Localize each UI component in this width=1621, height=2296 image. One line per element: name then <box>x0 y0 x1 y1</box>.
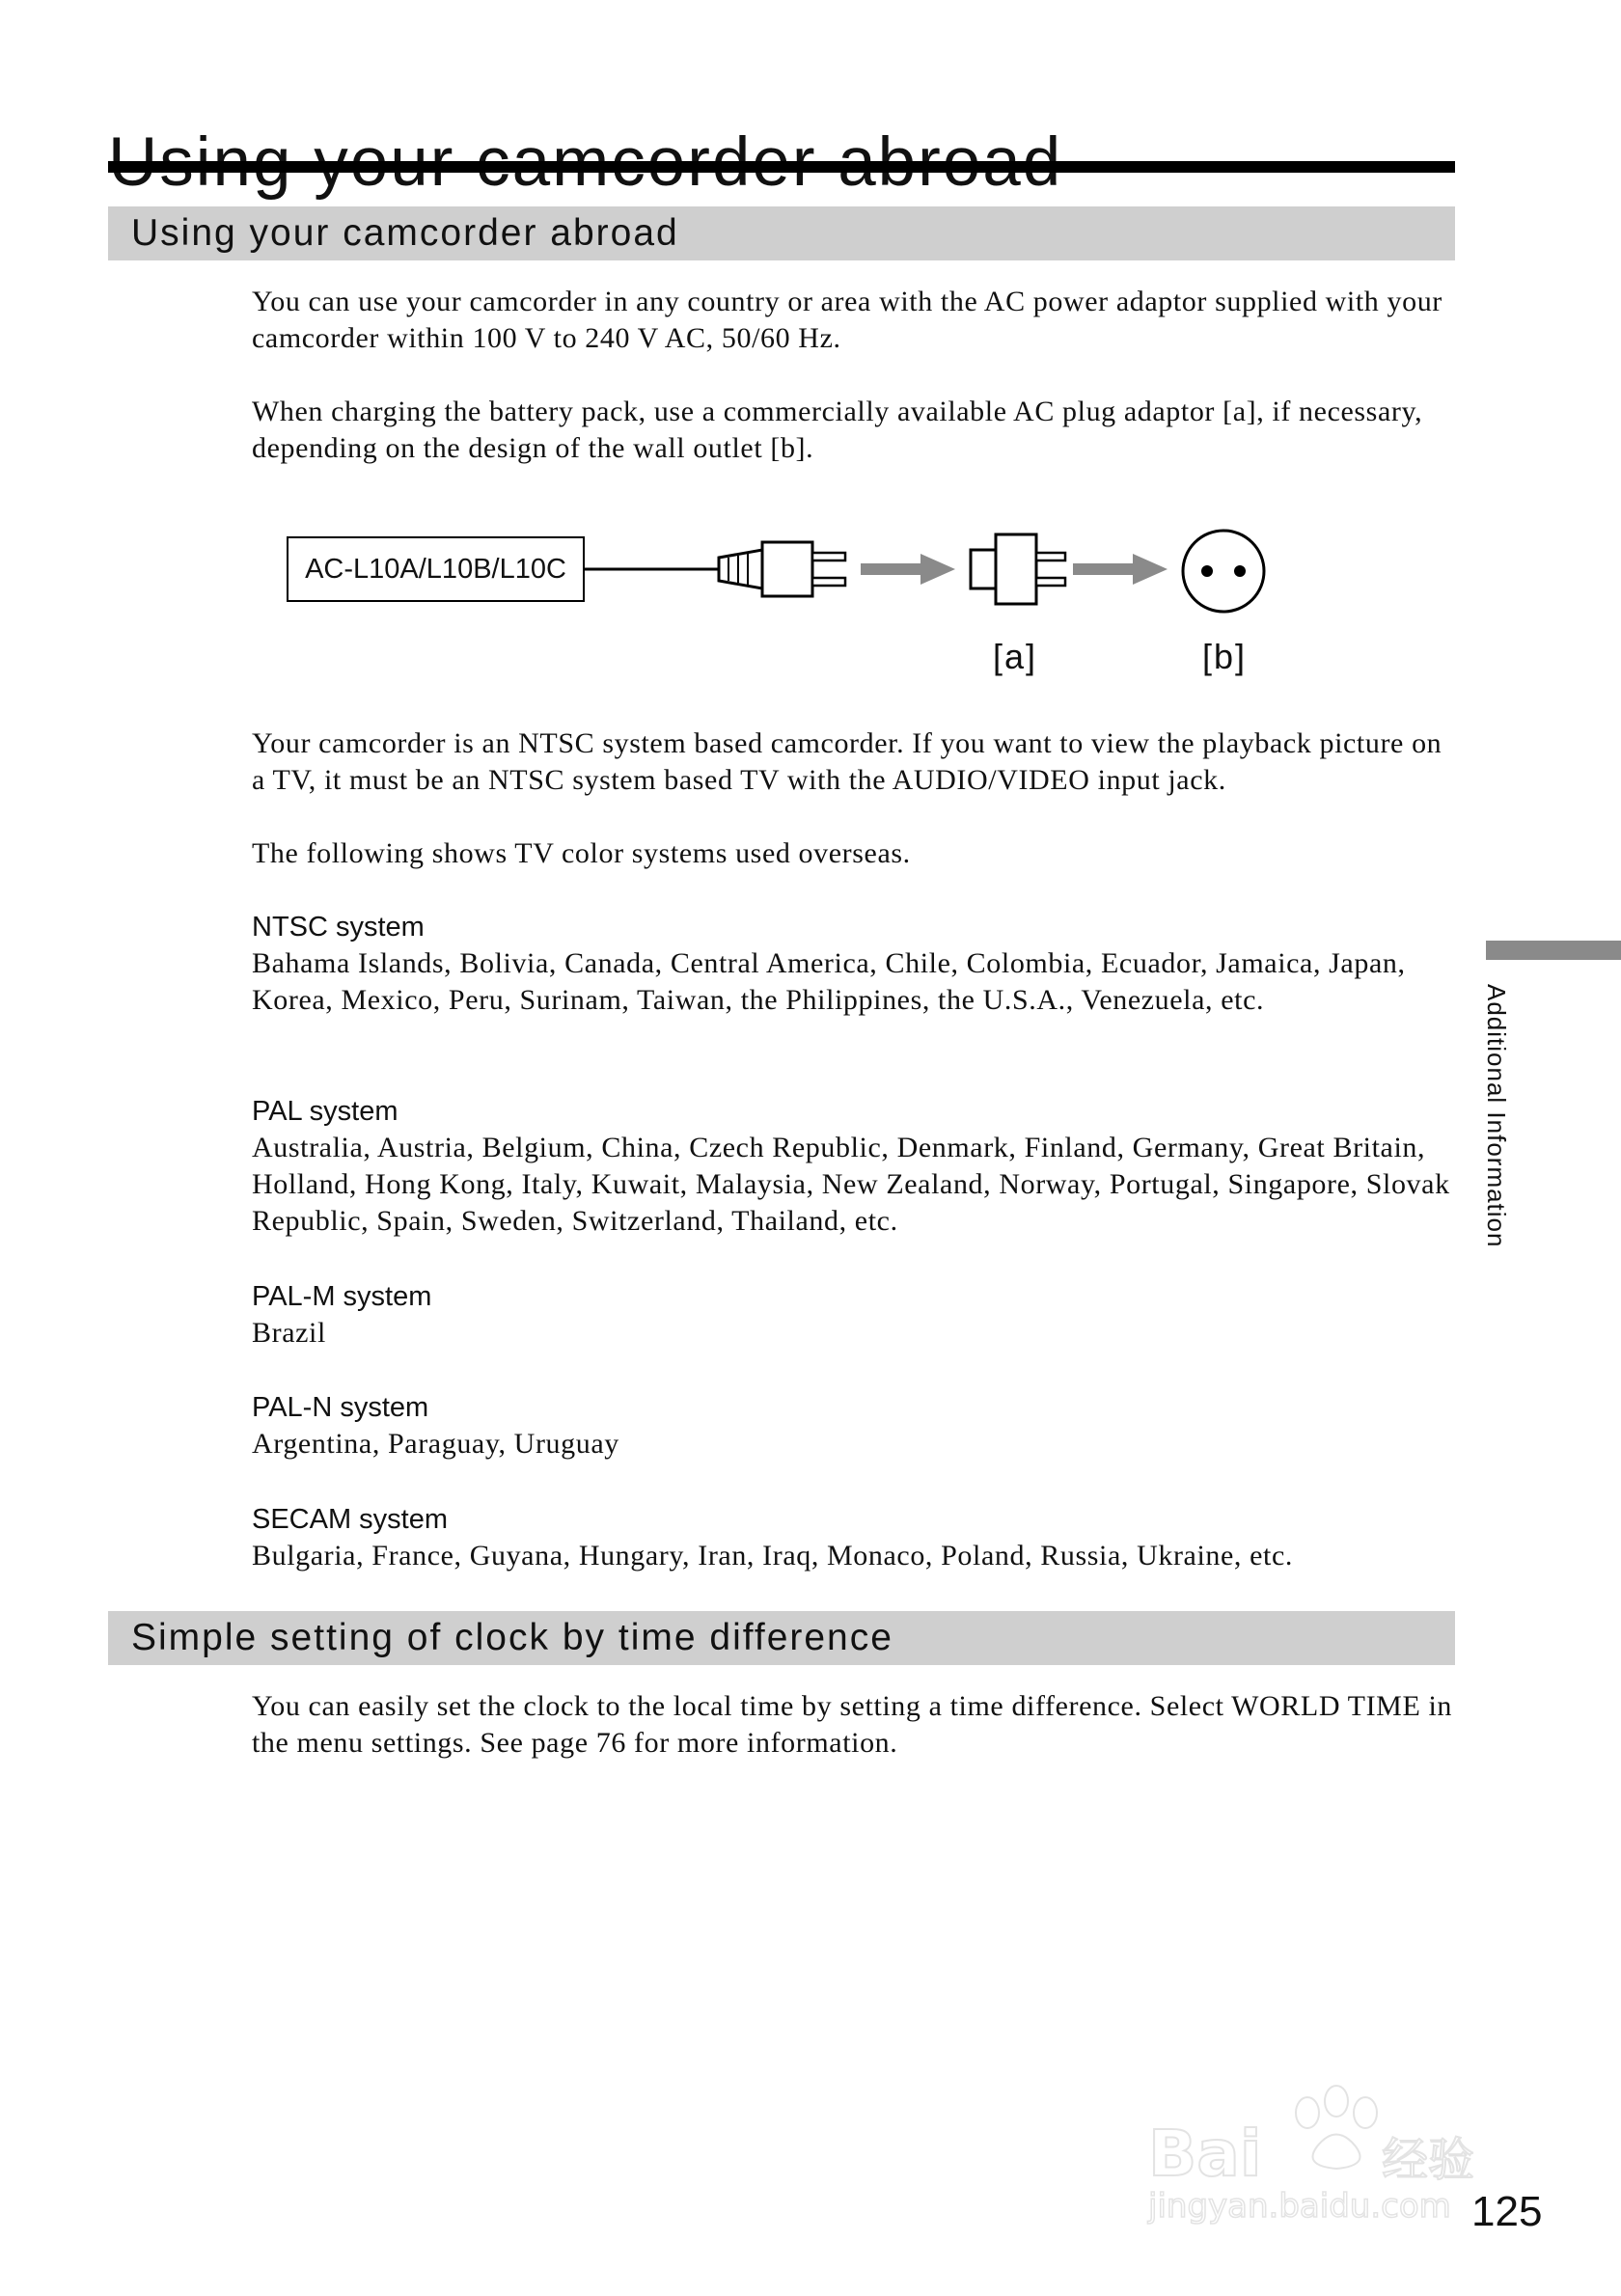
adaptor-model-label: AC-L10A/L10B/L10C <box>287 536 585 602</box>
tv-system-countries: Bahama Islands, Bolivia, Canada, Central America, Chile, Colombia, Ecuador, Jamaica, Japan, Korea, Mexico, Peru, Surinam, Taiwan, the Philippines, the U.S.A., Venezuela, etc. <box>252 947 1406 1016</box>
svg-text:经验: 经验 <box>1382 2133 1475 2187</box>
paragraph-plug-adaptor: When charging the battery pack, use a commercially available AC plug adaptor [a], if necessary, depending on the design of the wall outlet [b]. <box>252 396 1423 464</box>
paragraph-tv-systems-intro: The following shows TV color systems used overseas. <box>252 837 911 869</box>
tv-system-heading: PAL-M system <box>252 1281 432 1312</box>
arrow-right-icon <box>861 554 955 585</box>
page-number: 125 <box>1471 2188 1543 2235</box>
section-heading-clock: Simple setting of clock by time difference <box>108 1611 1455 1665</box>
tv-system-countries: Australia, Austria, Belgium, China, Czech Republic, Denmark, Finland, Germany, Great Britain, Holland, Hong Kong, Italy, Kuwait, Malaysia, New Zealand, Norway, Portugal, Singapore, Slovak Republic, Spain, Sweden, Switzerland, Thailand, etc. <box>252 1132 1450 1237</box>
paragraph-world-time: You can easily set the clock to the local time by setting a time difference. Select WORLD TIME in the menu settings. See page 76 for more information. <box>252 1690 1453 1759</box>
plug-adaptor-diagram <box>0 521 1351 695</box>
tv-system-heading: SECAM system <box>252 1504 449 1535</box>
tv-system-countries: Bulgaria, France, Guyana, Hungary, Iran, Iraq, Monaco, Poland, Russia, Ukraine, etc. <box>252 1540 1293 1572</box>
ac-plug-icon <box>719 542 845 596</box>
diagram-label-b: [b] <box>1202 637 1248 676</box>
diagram-label-a: [a] <box>993 637 1038 676</box>
side-tab-label: Additional Information <box>1482 984 1511 1248</box>
svg-text:jingyan.baidu.com: jingyan.baidu.com <box>1148 2187 1451 2226</box>
paragraph-power-adaptor: You can use your camcorder in any country or area with the AC power adaptor supplied with your camcorder within 100 V to 240 V AC, 50/60 Hz. <box>252 286 1442 354</box>
plug-adaptor-icon <box>971 534 1065 604</box>
tv-system-countries: Argentina, Paraguay, Uruguay <box>252 1428 619 1460</box>
paragraph-ntsc-camcorder: Your camcorder is an NTSC system based camcorder. If you want to view the playback picture on a TV, it must be an NTSC system based TV with the AUDIO/VIDEO input jack. <box>252 727 1442 796</box>
tv-system-heading: PAL-N system <box>252 1392 429 1423</box>
tv-system-countries: Brazil <box>252 1317 326 1349</box>
arrow-right-icon <box>1073 554 1168 585</box>
wall-outlet-icon <box>1183 531 1264 612</box>
svg-text:Bai: Bai <box>1148 2117 1262 2191</box>
tv-system-heading: PAL system <box>252 1096 398 1127</box>
tv-system-heading: NTSC system <box>252 912 425 943</box>
section-heading-abroad: Using your camcorder abroad <box>108 206 1455 260</box>
baidu-watermark-logo <box>1139 2055 1544 2228</box>
title-rule <box>108 161 1455 173</box>
side-tab-marker <box>1486 941 1621 960</box>
